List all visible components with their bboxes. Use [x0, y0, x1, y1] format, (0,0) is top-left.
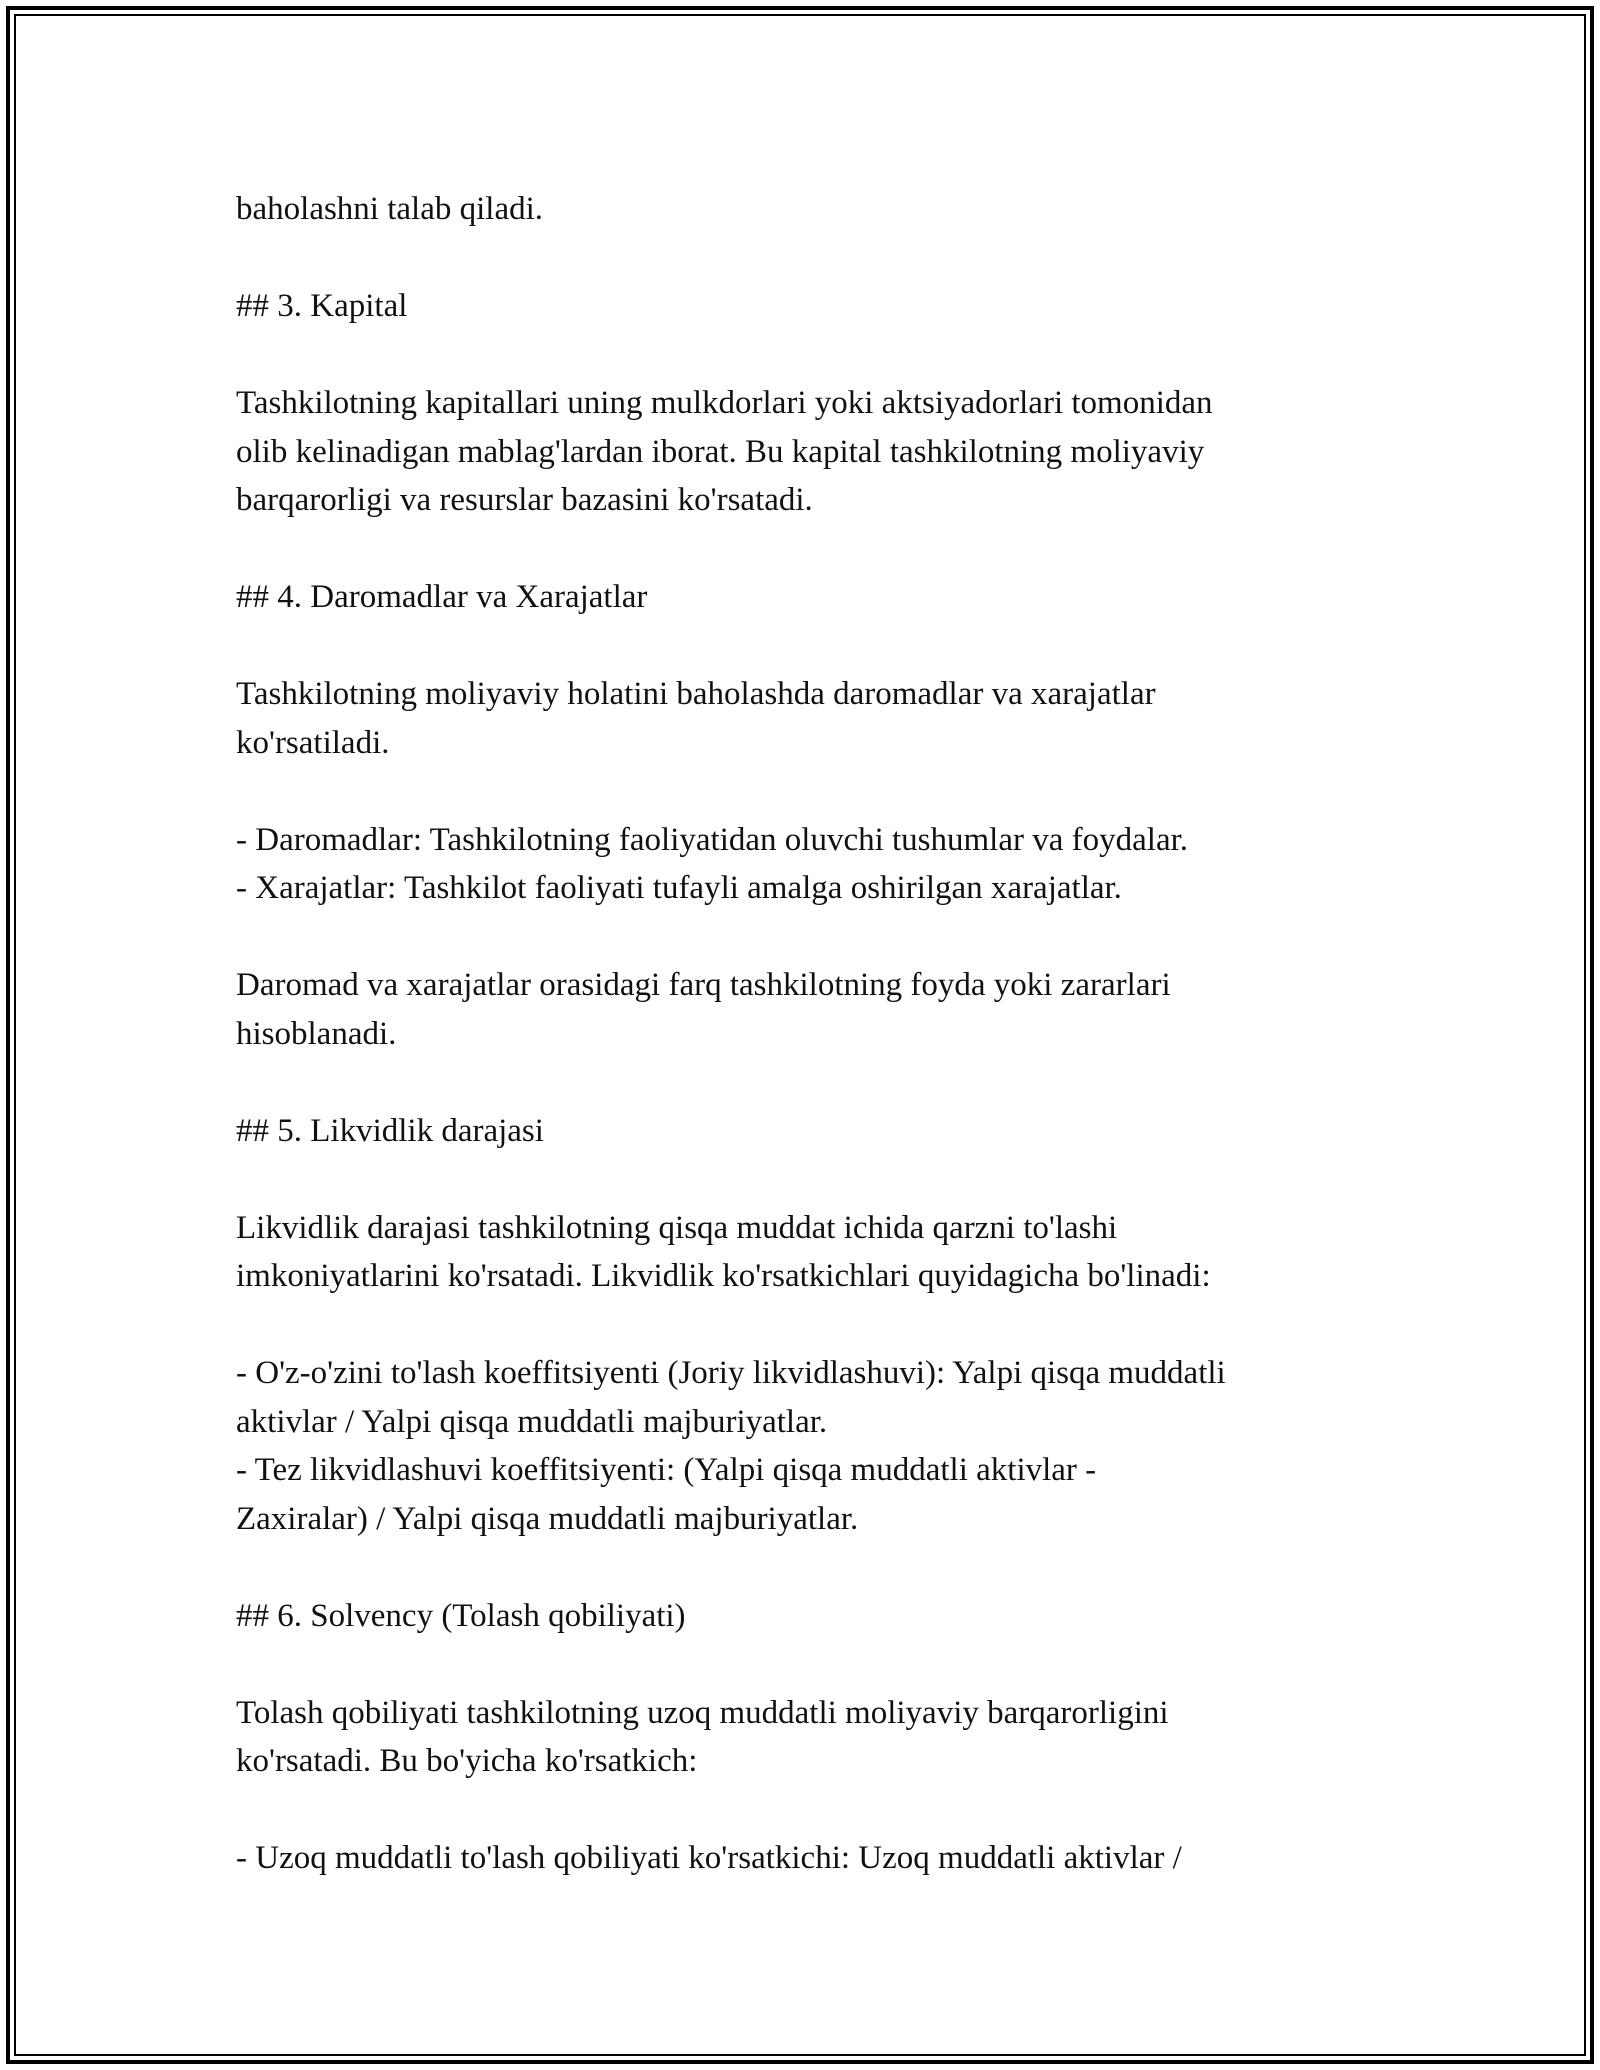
text-line: ko'rsatiladi. [236, 724, 390, 761]
paragraph-gap [236, 234, 1356, 283]
paragraph-gap [236, 1301, 1356, 1350]
text-line: barqarorligi va resurslar bazasini ko'rsatadi. [236, 482, 813, 518]
list-item: - Daromadlar: Tashkilotning faoliyatidan oluvchi tushumlar va foydalar. [236, 821, 1189, 858]
paragraph-gap [236, 331, 1356, 380]
list-item-continuation: Zaxiralar) / Yalpi qisqa muddatli majburiyatlar. [236, 1500, 859, 1537]
list-item: - O'z-o'zini to'lash koeffitsiyenti (Joriy likvidlashuvi): Yalpi qisqa muddatli [236, 1355, 1226, 1391]
paragraph-gap [236, 1786, 1356, 1835]
paragraph-gap [236, 1058, 1356, 1107]
list-item: - Tez likvidlashuvi koeffitsiyenti: (Yalpi qisqa muddatli aktivlar - [236, 1452, 1097, 1488]
section-heading: ## 5. Likvidlik darajasi [236, 1112, 544, 1149]
text-line: ko'rsatadi. Bu bo'yicha ko'rsatkich: [236, 1743, 698, 1779]
text-line: olib kelinadigan mablag'lardan iborat. Bu kapital tashkilotning moliyaviy [236, 433, 1205, 470]
list-item: - Xarajatlar: Tashkilot faoliyati tufayli amalga oshirilgan xarajatlar. [236, 870, 1122, 906]
paragraph-gap [236, 525, 1356, 574]
paragraph-gap [236, 1640, 1356, 1689]
section-heading: ## 3. Kapital [236, 288, 408, 324]
text-line: Tashkilotning kapitallari uning mulkdorlari yoki aktsiyadorlari tomonidan [236, 385, 1213, 421]
paragraph-gap [236, 1155, 1356, 1204]
text-line: baholashni talab qiladi. [236, 191, 544, 227]
list-item-continuation: aktivlar / Yalpi qisqa muddatli majburiyatlar. [236, 1403, 828, 1440]
section-heading: ## 4. Daromadlar va Xarajatlar [236, 579, 648, 615]
text-line: imkoniyatlarini ko'rsatadi. Likvidlik ko'rsatkichlari quyidagicha bo'linadi: [236, 1258, 1211, 1294]
list-item: - Uzoq muddatli to'lash qobiliyati ko'rsatkichi: Uzoq muddatli aktivlar / [236, 1840, 1182, 1876]
text-line: Tolash qobiliyati tashkilotning uzoq muddatli moliyaviy barqarorligini [236, 1694, 1169, 1731]
text-line: Daromad va xarajatlar orasidagi farq tashkilotning foyda yoki zararlari [236, 967, 1171, 1003]
text-line: hisoblanadi. [236, 1015, 397, 1052]
text-line: Likvidlik darajasi tashkilotning qisqa muddat ichida qarzni to'lashi [236, 1209, 1118, 1246]
text-line: Tashkilotning moliyaviy holatini baholashda daromadlar va xarajatlar [236, 676, 1156, 712]
document-body [236, 185, 1356, 1883]
paragraph-gap [236, 1543, 1356, 1592]
section-heading: ## 6. Solvency (Tolash qobiliyati) [236, 1597, 686, 1634]
paragraph-gap [236, 767, 1356, 816]
paragraph-gap [236, 913, 1356, 962]
paragraph-gap [236, 622, 1356, 671]
